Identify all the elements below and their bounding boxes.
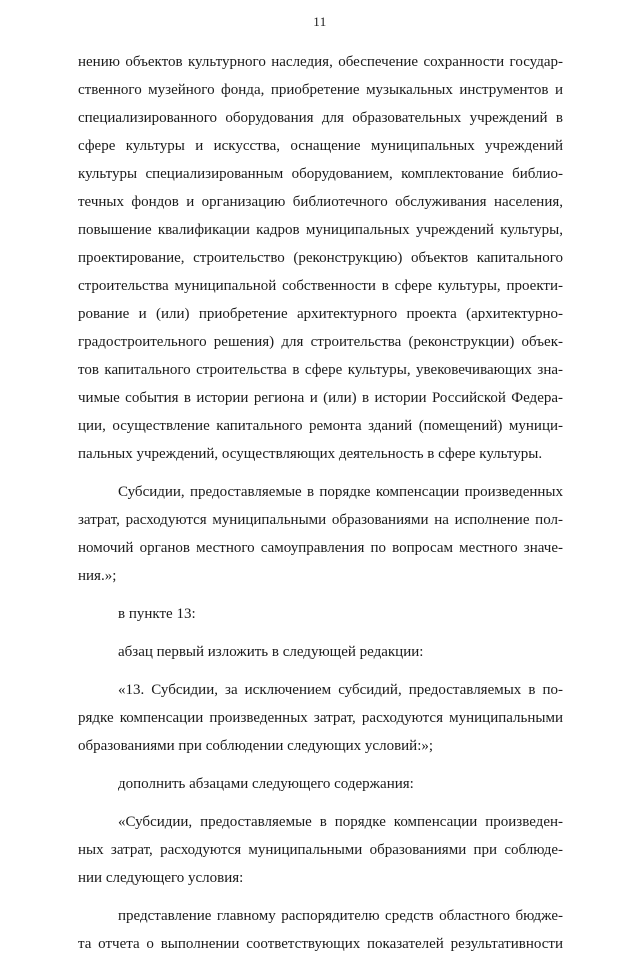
text-line: Субсидии, предоставляемые в порядке компенсации произведенных	[118, 484, 563, 500]
paragraph	[78, 676, 563, 760]
text-line: сфере культуры и искусства, оснащение муниципальных учреждений	[78, 138, 563, 154]
text-line: тов капитального строительства в сфере культуры, увековечивающих зна-	[78, 362, 563, 378]
text-line: «Субсидии, предоставляемые в порядке компенсации произведен-	[118, 814, 563, 830]
paragraph	[78, 638, 563, 666]
text-line: образованиями при соблюдении следующих условий:»;	[78, 738, 434, 754]
paragraph	[78, 478, 563, 590]
text-line: абзац первый изложить в следующей редакции:	[118, 644, 424, 660]
paragraph	[78, 808, 563, 892]
text-line: нению объектов культурного наследия, обеспечение сохранности государ-	[78, 54, 563, 70]
text-line: проектирование, строительство (реконструкцию) объектов капитального	[78, 250, 563, 266]
text-line: ции, осуществление капитального ремонта зданий (помещений) муници-	[78, 418, 563, 434]
text-line: в пункте 13:	[118, 606, 196, 622]
text-line: специализированного оборудования для образовательных учреждений в	[78, 110, 563, 126]
text-line: номочий органов местного самоуправления по вопросам местного значе-	[78, 540, 563, 556]
page-number: 11	[313, 14, 327, 29]
text-line: рование и (или) приобретение архитектурного проекта (архитектурно-	[78, 306, 563, 322]
text-line: повышение квалификации кадров муниципальных учреждений культуры,	[78, 222, 563, 238]
paragraph	[78, 902, 563, 958]
paragraph	[78, 770, 563, 798]
text-line: течных фондов и организацию библиотечного обслуживания населения,	[78, 194, 563, 210]
text-line: ных затрат, расходуются муниципальными образованиями при соблюде-	[78, 842, 563, 858]
text-line: ния.»;	[78, 568, 117, 584]
text-line: пальных учреждений, осуществляющих деятельность в сфере культуры.	[78, 446, 543, 462]
text-line: та отчета о выполнении соответствующих показателей результативности	[78, 936, 563, 952]
text-line: культуры специализированным оборудованием, комплектование библио-	[78, 166, 563, 182]
text-line: строительства муниципальной собственности в сфере культуры, проекти-	[78, 278, 563, 294]
text-line: нии следующего условия:	[78, 870, 244, 886]
text-line: затрат, расходуются муниципальными образованиями на исполнение пол-	[78, 512, 563, 528]
paragraph	[78, 600, 563, 628]
text-line: представление главному распорядителю средств областного бюдже-	[118, 908, 563, 924]
text-line: дополнить абзацами следующего содержания:	[118, 776, 414, 792]
text-line: рядке компенсации произведенных затрат, расходуются муниципальными	[78, 710, 563, 726]
text-line: ственного музейного фонда, приобретение музыкальных инструментов и	[78, 82, 563, 98]
text-line: градостроительного решения) для строительства (реконструкции) объек-	[78, 334, 563, 350]
paragraph	[78, 48, 563, 468]
text-line: чимые события в истории региона и (или) в истории Российской Федера-	[78, 390, 563, 406]
text-line: «13. Субсидии, за исключением субсидий, предоставляемых в по-	[118, 682, 563, 698]
document-body	[78, 48, 563, 958]
